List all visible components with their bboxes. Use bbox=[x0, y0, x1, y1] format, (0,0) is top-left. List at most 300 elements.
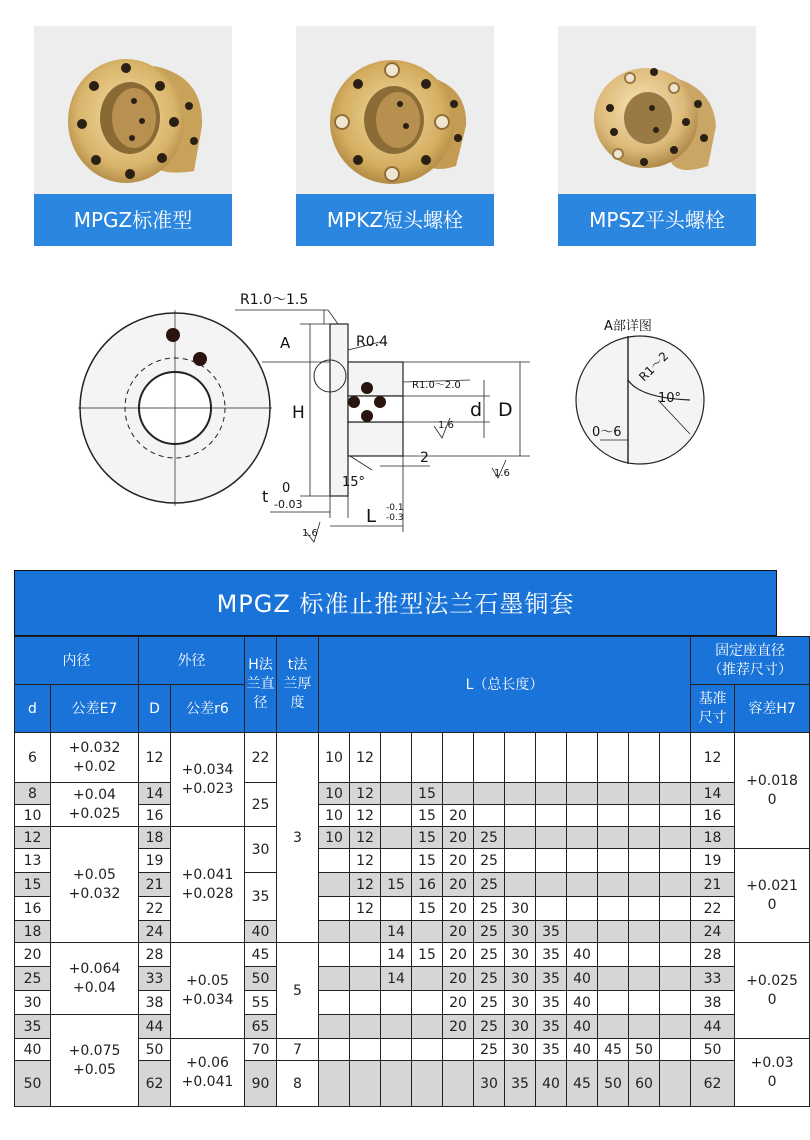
dimension-d-outer: D bbox=[498, 399, 513, 421]
cell-length bbox=[660, 873, 691, 897]
graphite-plug-icon bbox=[166, 328, 180, 342]
cell-seat-base: 18 bbox=[691, 827, 735, 849]
cell-length bbox=[629, 849, 660, 873]
cell-length: 15 bbox=[412, 805, 443, 827]
cell-length bbox=[660, 805, 691, 827]
cell-length bbox=[567, 873, 598, 897]
cell-length bbox=[629, 827, 660, 849]
cell-length: 40 bbox=[567, 991, 598, 1015]
drawing-canvas bbox=[0, 270, 790, 560]
cell-length: 40 bbox=[567, 1015, 598, 1039]
cell-length: 30 bbox=[505, 921, 536, 943]
cell-line: 兰直 bbox=[246, 676, 275, 692]
cell-length bbox=[319, 1039, 350, 1061]
cell-length bbox=[660, 921, 691, 943]
cell-d: 35 bbox=[15, 1015, 51, 1039]
cell-length bbox=[536, 827, 567, 849]
cell-length: 30 bbox=[505, 991, 536, 1015]
cell-length: 20 bbox=[443, 943, 474, 967]
cell-tolerance-e7 bbox=[51, 827, 139, 943]
cell-line: +0.028 bbox=[181, 885, 234, 902]
cell-D: 50 bbox=[139, 1039, 171, 1061]
cell-length: 25 bbox=[474, 991, 505, 1015]
cell-length: 20 bbox=[443, 849, 474, 873]
cell-line: 基准 bbox=[698, 690, 727, 707]
cell-length: 25 bbox=[474, 921, 505, 943]
cell-length: 20 bbox=[443, 897, 474, 921]
product-card-mpkz[interactable] bbox=[296, 26, 494, 246]
graphite-plug-icon bbox=[361, 382, 373, 394]
cell-d: 16 bbox=[15, 897, 51, 921]
cell-length bbox=[629, 873, 660, 897]
cell-length: 40 bbox=[567, 967, 598, 991]
cell-line: 0 bbox=[767, 791, 777, 808]
cell-line: 0 bbox=[767, 896, 777, 913]
table-row bbox=[15, 943, 810, 967]
cell-seat-base: 50 bbox=[691, 1039, 735, 1061]
cell-length bbox=[412, 1039, 443, 1061]
table-row bbox=[15, 1015, 810, 1039]
cell-tolerance-r6 bbox=[171, 827, 245, 943]
cell-length bbox=[381, 897, 412, 921]
table-row bbox=[15, 827, 810, 849]
cell-D: 14 bbox=[139, 783, 171, 805]
cell-length bbox=[505, 873, 536, 897]
cell-H: 70 bbox=[245, 1039, 277, 1061]
cell-d: 8 bbox=[15, 783, 51, 805]
cell-length: 45 bbox=[567, 1061, 598, 1107]
cell-d: 20 bbox=[15, 943, 51, 967]
cell-D: 28 bbox=[139, 943, 171, 967]
cell-seat-base: 38 bbox=[691, 991, 735, 1015]
cell-length: 15 bbox=[412, 897, 443, 921]
cell-length bbox=[319, 967, 350, 991]
cell-length: 25 bbox=[474, 1015, 505, 1039]
cell-length bbox=[567, 921, 598, 943]
cell-line: +0.064 bbox=[68, 960, 121, 977]
cell-tolerance-h7 bbox=[735, 1039, 810, 1107]
cell-length bbox=[381, 849, 412, 873]
cell-seat-base: 21 bbox=[691, 873, 735, 897]
cell-length: 20 bbox=[443, 873, 474, 897]
cell-length bbox=[381, 733, 412, 783]
detail-view-a bbox=[576, 336, 704, 464]
cell-line: +0.05 bbox=[73, 1061, 116, 1078]
bushing-photo-standard bbox=[34, 26, 232, 194]
cell-d: 50 bbox=[15, 1061, 51, 1107]
header-d: d bbox=[15, 685, 51, 733]
spec-table-container bbox=[14, 570, 798, 1130]
product-card-mpsz[interactable] bbox=[558, 26, 756, 246]
cell-d: 6 bbox=[15, 733, 51, 783]
cell-line: +0.03 bbox=[750, 1054, 794, 1071]
cell-length: 14 bbox=[381, 943, 412, 967]
graphite-plug-icon bbox=[348, 396, 360, 408]
cell-length bbox=[443, 783, 474, 805]
cell-length bbox=[350, 921, 381, 943]
cell-length bbox=[629, 943, 660, 967]
cell-length: 35 bbox=[536, 991, 567, 1015]
cell-length: 35 bbox=[505, 1061, 536, 1107]
header-tolerance-r6: 公差r6 bbox=[171, 685, 245, 733]
cell-line: +0.04 bbox=[73, 786, 116, 803]
cell-length: 15 bbox=[412, 783, 443, 805]
dimension-zero: 0 bbox=[282, 481, 291, 496]
cell-d: 25 bbox=[15, 967, 51, 991]
cell-length bbox=[629, 805, 660, 827]
cell-length bbox=[629, 733, 660, 783]
cell-flange-thickness: 3 bbox=[277, 733, 319, 943]
table-header-row bbox=[15, 637, 810, 685]
cell-length: 40 bbox=[536, 1061, 567, 1107]
cell-length bbox=[629, 1015, 660, 1039]
cell-length bbox=[567, 827, 598, 849]
cell-length bbox=[598, 967, 629, 991]
cell-length bbox=[598, 827, 629, 849]
cell-line: +0.075 bbox=[68, 1042, 121, 1059]
dimension-two: 2 bbox=[420, 450, 429, 466]
cell-length bbox=[381, 1039, 412, 1061]
cell-length: 25 bbox=[474, 1039, 505, 1061]
cell-line: 固定座直径 bbox=[715, 642, 786, 659]
table-title: MPGZ 标准止推型法兰石墨铜套 bbox=[14, 570, 777, 636]
cell-d: 40 bbox=[15, 1039, 51, 1061]
radius-label-top: R1.0～1.5 bbox=[240, 292, 309, 308]
cell-length bbox=[412, 967, 443, 991]
cell-length bbox=[443, 733, 474, 783]
cell-length: 50 bbox=[629, 1039, 660, 1061]
cell-length bbox=[536, 849, 567, 873]
cell-line: +0.04 bbox=[73, 979, 116, 996]
cell-length bbox=[381, 1015, 412, 1039]
cell-length bbox=[567, 805, 598, 827]
header-tolerance-h7: 容差H7 bbox=[735, 685, 810, 733]
cell-length bbox=[319, 897, 350, 921]
cell-length: 30 bbox=[474, 1061, 505, 1107]
cell-length bbox=[629, 967, 660, 991]
dimension-h: H bbox=[292, 403, 305, 423]
cell-line: +0.023 bbox=[181, 780, 234, 797]
cell-length bbox=[660, 943, 691, 967]
cell-seat-base: 14 bbox=[691, 783, 735, 805]
cell-length bbox=[660, 783, 691, 805]
cell-seat-base: 28 bbox=[691, 943, 735, 967]
cell-length bbox=[381, 991, 412, 1015]
cell-length bbox=[660, 1015, 691, 1039]
cell-length: 16 bbox=[412, 873, 443, 897]
cell-length: 12 bbox=[350, 827, 381, 849]
dimension-t: t bbox=[262, 487, 269, 506]
section-marker-a: A bbox=[280, 334, 291, 352]
cell-d: 13 bbox=[15, 849, 51, 873]
cell-length: 15 bbox=[412, 827, 443, 849]
cell-D: 62 bbox=[139, 1061, 171, 1107]
cell-length: 15 bbox=[412, 849, 443, 873]
header-base-size bbox=[691, 685, 735, 733]
cell-line: +0.025 bbox=[68, 805, 121, 822]
cell-D: 21 bbox=[139, 873, 171, 897]
cell-tolerance-e7 bbox=[51, 1015, 139, 1107]
cell-H: 35 bbox=[245, 873, 277, 921]
cell-tolerance-r6 bbox=[171, 733, 245, 827]
cell-length bbox=[412, 1015, 443, 1039]
cell-d: 15 bbox=[15, 873, 51, 897]
cell-length bbox=[381, 805, 412, 827]
angle-15: 15° bbox=[342, 475, 366, 490]
table-row bbox=[15, 733, 810, 783]
cell-length bbox=[598, 805, 629, 827]
cell-length bbox=[629, 783, 660, 805]
cell-length bbox=[319, 1015, 350, 1039]
cell-length: 25 bbox=[474, 967, 505, 991]
cell-length bbox=[412, 921, 443, 943]
product-card-mpgz[interactable] bbox=[34, 26, 232, 246]
cell-length: 30 bbox=[505, 1015, 536, 1039]
cell-line: 径 bbox=[253, 695, 268, 711]
cell-length: 20 bbox=[443, 805, 474, 827]
cell-length: 25 bbox=[474, 897, 505, 921]
cell-length bbox=[598, 849, 629, 873]
cell-length: 35 bbox=[536, 1039, 567, 1061]
cell-length bbox=[567, 897, 598, 921]
cell-length bbox=[319, 921, 350, 943]
cell-tolerance-h7 bbox=[735, 943, 810, 1039]
cell-line: 0 bbox=[767, 991, 777, 1008]
header-outer-diameter: 外径 bbox=[139, 637, 245, 685]
cell-length bbox=[598, 991, 629, 1015]
cell-length bbox=[660, 849, 691, 873]
radius-label-r04: R0.4 bbox=[356, 334, 388, 350]
cell-length bbox=[474, 733, 505, 783]
cell-tolerance-e7 bbox=[51, 733, 139, 783]
header-total-length: L（总长度） bbox=[319, 637, 691, 733]
cell-H: 30 bbox=[245, 827, 277, 873]
bushing-photo-flat-head bbox=[558, 26, 756, 194]
dimension-l: L bbox=[366, 506, 377, 527]
cell-length bbox=[598, 783, 629, 805]
cell-length: 20 bbox=[443, 991, 474, 1015]
spec-table bbox=[14, 636, 810, 1107]
cell-length bbox=[567, 733, 598, 783]
cell-length bbox=[319, 873, 350, 897]
cell-tolerance-h7 bbox=[735, 733, 810, 849]
cell-d: 10 bbox=[15, 805, 51, 827]
cell-length: 40 bbox=[567, 1039, 598, 1061]
header-flange-diameter bbox=[245, 637, 277, 733]
cell-line: 兰厚 bbox=[283, 676, 312, 692]
cell-length: 12 bbox=[350, 733, 381, 783]
cell-d: 30 bbox=[15, 991, 51, 1015]
cell-seat-base: 22 bbox=[691, 897, 735, 921]
cell-length: 30 bbox=[505, 967, 536, 991]
product-label: MPGZ标准型 bbox=[34, 194, 232, 246]
cell-D: 22 bbox=[139, 897, 171, 921]
cell-length bbox=[350, 1061, 381, 1107]
cell-length bbox=[567, 849, 598, 873]
cell-flange-thickness: 5 bbox=[277, 943, 319, 1039]
cell-length bbox=[536, 805, 567, 827]
cell-tolerance-r6 bbox=[171, 943, 245, 1039]
table-row bbox=[15, 783, 810, 805]
cell-D: 12 bbox=[139, 733, 171, 783]
cell-length: 45 bbox=[598, 1039, 629, 1061]
cell-D: 18 bbox=[139, 827, 171, 849]
cell-length: 30 bbox=[505, 943, 536, 967]
cell-d: 18 bbox=[15, 921, 51, 943]
cell-length bbox=[319, 849, 350, 873]
cell-length: 20 bbox=[443, 921, 474, 943]
cell-length bbox=[629, 897, 660, 921]
cell-length: 40 bbox=[567, 943, 598, 967]
cell-line: +0.032 bbox=[68, 739, 121, 756]
cell-length bbox=[319, 943, 350, 967]
cell-D: 24 bbox=[139, 921, 171, 943]
cell-length bbox=[350, 1039, 381, 1061]
cell-tolerance-e7 bbox=[51, 943, 139, 1015]
cell-D: 19 bbox=[139, 849, 171, 873]
cell-length bbox=[598, 873, 629, 897]
cell-length bbox=[350, 943, 381, 967]
cell-line: +0.025 bbox=[746, 972, 798, 989]
cell-length: 35 bbox=[536, 1015, 567, 1039]
cell-tolerance-r6 bbox=[171, 1039, 245, 1107]
cell-length: 25 bbox=[474, 849, 505, 873]
bushing-photo-bolt-holes bbox=[296, 26, 494, 194]
cell-line: +0.034 bbox=[181, 991, 234, 1008]
cell-length: 12 bbox=[350, 783, 381, 805]
detail-range: 0～6 bbox=[592, 425, 622, 440]
cell-length bbox=[443, 1061, 474, 1107]
dimension-l-tolerance-upper: -0.1 bbox=[386, 503, 404, 513]
cell-length bbox=[350, 991, 381, 1015]
cell-H: 90 bbox=[245, 1061, 277, 1107]
cell-length bbox=[598, 733, 629, 783]
header-inner-diameter: 内径 bbox=[15, 637, 139, 685]
cell-D: 33 bbox=[139, 967, 171, 991]
cell-H: 45 bbox=[245, 943, 277, 967]
cell-length bbox=[629, 921, 660, 943]
graphite-plug-icon bbox=[193, 352, 207, 366]
cell-length bbox=[319, 1061, 350, 1107]
cell-length bbox=[536, 897, 567, 921]
dimension-l-tolerance-lower: -0.3 bbox=[386, 513, 404, 523]
cell-H: 65 bbox=[245, 1015, 277, 1039]
roughness-label: 1.6 bbox=[494, 468, 510, 479]
cell-length: 20 bbox=[443, 967, 474, 991]
cell-length: 25 bbox=[474, 827, 505, 849]
cell-line: 度 bbox=[290, 695, 305, 711]
cell-D: 44 bbox=[139, 1015, 171, 1039]
cell-line: H法 bbox=[248, 657, 273, 673]
cell-length bbox=[660, 897, 691, 921]
cell-seat-base: 24 bbox=[691, 921, 735, 943]
cell-tolerance-h7 bbox=[735, 849, 810, 943]
cell-length bbox=[660, 733, 691, 783]
cell-length: 12 bbox=[350, 805, 381, 827]
cell-length bbox=[598, 1015, 629, 1039]
cell-length bbox=[350, 1015, 381, 1039]
header-tolerance-e7: 公差E7 bbox=[51, 685, 139, 733]
cell-length bbox=[505, 783, 536, 805]
cell-length bbox=[412, 1061, 443, 1107]
cell-D: 16 bbox=[139, 805, 171, 827]
graphite-plug-icon bbox=[361, 410, 373, 422]
cell-length: 10 bbox=[319, 827, 350, 849]
cell-length bbox=[319, 991, 350, 1015]
cell-length bbox=[381, 783, 412, 805]
cell-H: 22 bbox=[245, 733, 277, 783]
cell-line: +0.041 bbox=[181, 866, 234, 883]
cell-line: +0.05 bbox=[73, 866, 116, 883]
cell-length bbox=[505, 733, 536, 783]
cell-length bbox=[443, 1039, 474, 1061]
dimension-d-inner: d bbox=[470, 399, 483, 421]
detail-angle: 10° bbox=[658, 391, 682, 406]
cell-length: 10 bbox=[319, 733, 350, 783]
cell-H: 55 bbox=[245, 991, 277, 1015]
cell-length bbox=[598, 921, 629, 943]
cell-length bbox=[505, 849, 536, 873]
cell-seat-base: 33 bbox=[691, 967, 735, 991]
cell-length bbox=[660, 1061, 691, 1107]
cell-flange-thickness: 8 bbox=[277, 1061, 319, 1107]
product-gallery bbox=[0, 0, 790, 260]
cell-tolerance-e7 bbox=[51, 783, 139, 827]
cell-d: 12 bbox=[15, 827, 51, 849]
cell-length bbox=[598, 897, 629, 921]
cell-line: 0 bbox=[767, 1073, 777, 1090]
cell-length: 15 bbox=[381, 873, 412, 897]
product-label: MPKZ短头螺栓 bbox=[296, 194, 494, 246]
cell-length bbox=[381, 1061, 412, 1107]
cell-line: +0.02 bbox=[73, 758, 116, 775]
cell-seat-base: 16 bbox=[691, 805, 735, 827]
cell-length: 25 bbox=[474, 943, 505, 967]
cell-length: 35 bbox=[536, 943, 567, 967]
cell-length bbox=[536, 873, 567, 897]
cell-length: 15 bbox=[412, 943, 443, 967]
cell-length bbox=[598, 943, 629, 967]
cell-H: 40 bbox=[245, 921, 277, 943]
cell-length bbox=[505, 805, 536, 827]
cell-length bbox=[474, 783, 505, 805]
cell-length: 12 bbox=[350, 873, 381, 897]
cell-length: 35 bbox=[536, 921, 567, 943]
cell-line: 尺寸 bbox=[698, 709, 727, 726]
cell-length: 60 bbox=[629, 1061, 660, 1107]
cell-length: 10 bbox=[319, 805, 350, 827]
detail-title: A部详图 bbox=[604, 319, 652, 334]
cell-seat-base: 12 bbox=[691, 733, 735, 783]
cell-flange-thickness: 7 bbox=[277, 1039, 319, 1061]
cell-length bbox=[629, 991, 660, 1015]
cell-length bbox=[660, 1039, 691, 1061]
technical-drawing bbox=[0, 270, 790, 560]
cell-length: 10 bbox=[319, 783, 350, 805]
roughness-label: 1.6 bbox=[302, 528, 318, 539]
product-label: MPSZ平头螺栓 bbox=[558, 194, 756, 246]
cell-seat-base: 62 bbox=[691, 1061, 735, 1107]
cell-length bbox=[536, 783, 567, 805]
cell-seat-base: 19 bbox=[691, 849, 735, 873]
cell-length bbox=[536, 733, 567, 783]
cell-line: +0.021 bbox=[746, 877, 798, 894]
cell-length: 12 bbox=[350, 897, 381, 921]
header-flange-thickness bbox=[277, 637, 319, 733]
cell-length bbox=[660, 991, 691, 1015]
cell-D: 38 bbox=[139, 991, 171, 1015]
detail-radius: R1～2 bbox=[636, 349, 672, 385]
